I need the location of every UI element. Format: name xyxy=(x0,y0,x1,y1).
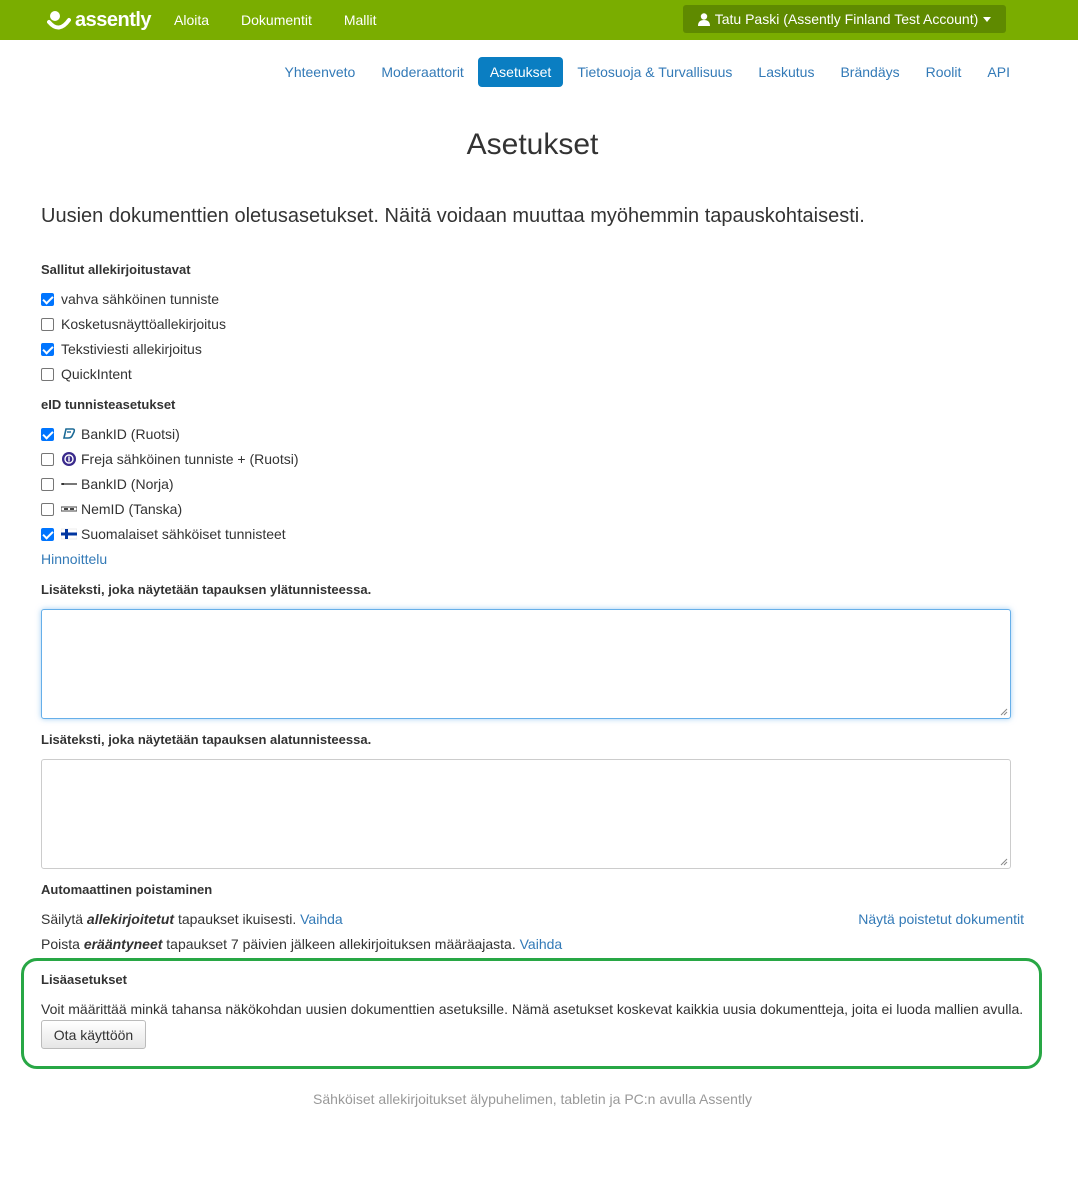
page-title: Asetukset xyxy=(466,128,599,161)
eid-option-nemid[interactable] xyxy=(41,499,182,519)
option-label: QuickIntent xyxy=(61,366,132,382)
checkbox[interactable] xyxy=(41,428,54,441)
tab-roolit[interactable]: Roolit xyxy=(925,64,962,80)
retention-expired-line xyxy=(41,936,562,952)
tab-laskutus[interactable]: Laskutus xyxy=(758,64,815,80)
signing-option-sms[interactable] xyxy=(41,339,202,359)
checkbox[interactable] xyxy=(41,453,54,466)
change-signed-retention-link[interactable]: Vaihda xyxy=(300,911,343,927)
advanced-settings-description: Voit määrittää minkä tahansa näkökohdan uusien dokumenttien asetuksille. Nämä asetukset koskevat kaikkia uusia dokumentteja, joita ei luoda mallien avulla. xyxy=(41,1001,1024,1017)
tab-tietosuoja[interactable]: Tietosuoja & Turvallisuus xyxy=(577,64,733,80)
nemid-icon xyxy=(61,502,77,516)
bankid-no-icon xyxy=(61,477,77,491)
checkbox[interactable] xyxy=(41,503,54,516)
assently-logo-icon xyxy=(47,8,71,32)
retention-text: Poista xyxy=(41,936,84,952)
change-expired-retention-link[interactable]: Vaihda xyxy=(519,936,563,952)
auto-delete-label: Automaattinen poistaminen xyxy=(41,882,213,897)
resize-handle-icon[interactable] xyxy=(1000,858,1008,866)
nav-aloita[interactable]: Aloita xyxy=(174,12,210,28)
advanced-settings-label: Lisäasetukset xyxy=(41,972,127,987)
checkbox[interactable] xyxy=(41,343,54,356)
retention-text: tapaukset 7 päivien jälkeen allekirjoituksen määräajasta. xyxy=(162,936,520,952)
page-footer: Sähköiset allekirjoitukset älypuhelimen, tabletin ja PC:n avulla Assently xyxy=(313,1091,752,1107)
resize-handle-icon[interactable] xyxy=(1000,708,1008,716)
nav-mallit[interactable]: Mallit xyxy=(343,12,377,28)
checkbox[interactable] xyxy=(41,528,54,541)
user-icon xyxy=(698,13,710,26)
chevron-down-icon xyxy=(983,17,991,22)
bankid-se-icon xyxy=(61,427,77,441)
header-text-input[interactable] xyxy=(41,609,1011,719)
retention-emphasis: allekirjoitetut xyxy=(86,911,175,927)
option-label: BankID (Norja) xyxy=(81,476,174,492)
eid-option-freja[interactable] xyxy=(41,449,299,469)
eid-option-bankid-no[interactable] xyxy=(41,474,174,494)
finland-flag-icon xyxy=(61,527,77,541)
tab-moderaattorit[interactable]: Moderaattorit xyxy=(381,64,464,80)
option-label: Kosketusnäyttöallekirjoitus xyxy=(61,316,226,332)
retention-text: tapaukset ikuisesti. xyxy=(174,911,301,927)
checkbox[interactable] xyxy=(41,293,54,306)
tab-asetukset[interactable]: Asetukset xyxy=(478,57,563,87)
option-label: BankID (Ruotsi) xyxy=(81,426,180,442)
enable-advanced-settings-button[interactable]: Ota käyttöön xyxy=(41,1020,146,1049)
footer-text-label: Lisäteksti, joka näytetään tapauksen alatunnisteessa. xyxy=(41,732,372,747)
eid-settings-label: eID tunnisteasetukset xyxy=(41,397,176,412)
header-text-label: Lisäteksti, joka näytetään tapauksen ylätunnisteessa. xyxy=(41,582,372,597)
nav-dokumentit[interactable]: Dokumentit xyxy=(241,12,312,28)
signing-option-quickintent[interactable] xyxy=(41,364,132,384)
retention-signed-line xyxy=(41,911,343,927)
brand-logo[interactable] xyxy=(47,7,151,33)
option-label: Tekstiviesti allekirjoitus xyxy=(61,341,202,357)
show-deleted-documents-link[interactable]: Näytä poistetut dokumentit xyxy=(858,911,1024,927)
signing-option-touch[interactable] xyxy=(41,314,226,334)
checkbox[interactable] xyxy=(41,368,54,381)
option-label: vahva sähköinen tunniste xyxy=(61,291,219,307)
freja-icon xyxy=(61,452,77,466)
footer-text-input[interactable] xyxy=(41,759,1011,869)
option-label: Suomalaiset sähköiset tunnisteet xyxy=(81,526,286,542)
user-name: Tatu Paski (Assently Finland Test Account) xyxy=(714,11,979,27)
option-label: NemID (Tanska) xyxy=(81,501,183,517)
user-menu-button[interactable] xyxy=(683,5,1006,33)
retention-text: Säilytä xyxy=(41,911,87,927)
tab-brandays[interactable]: Brändäys xyxy=(840,64,900,80)
signing-methods-label: Sallitut allekirjoitustavat xyxy=(41,262,191,277)
checkbox[interactable] xyxy=(41,318,54,331)
page-lead: Uusien dokumenttien oletusasetukset. Näitä voidaan muuttaa myöhemmin tapauskohtaisesti. xyxy=(41,205,865,227)
signing-option-strong-eid[interactable] xyxy=(41,289,219,309)
tab-yhteenveto[interactable]: Yhteenveto xyxy=(284,64,356,80)
checkbox[interactable] xyxy=(41,478,54,491)
top-navbar xyxy=(0,0,1078,40)
eid-option-bankid-se[interactable] xyxy=(41,424,180,444)
settings-tabs xyxy=(271,57,1023,87)
retention-emphasis: erääntyneet xyxy=(83,936,163,952)
eid-option-finnish[interactable] xyxy=(41,524,286,544)
option-label: Freja sähköinen tunniste + (Ruotsi) xyxy=(81,451,299,467)
brand-name: assently xyxy=(75,8,152,31)
tab-api[interactable]: API xyxy=(987,64,1010,80)
main-nav xyxy=(158,0,393,40)
pricing-link[interactable]: Hinnoittelu xyxy=(41,551,108,567)
